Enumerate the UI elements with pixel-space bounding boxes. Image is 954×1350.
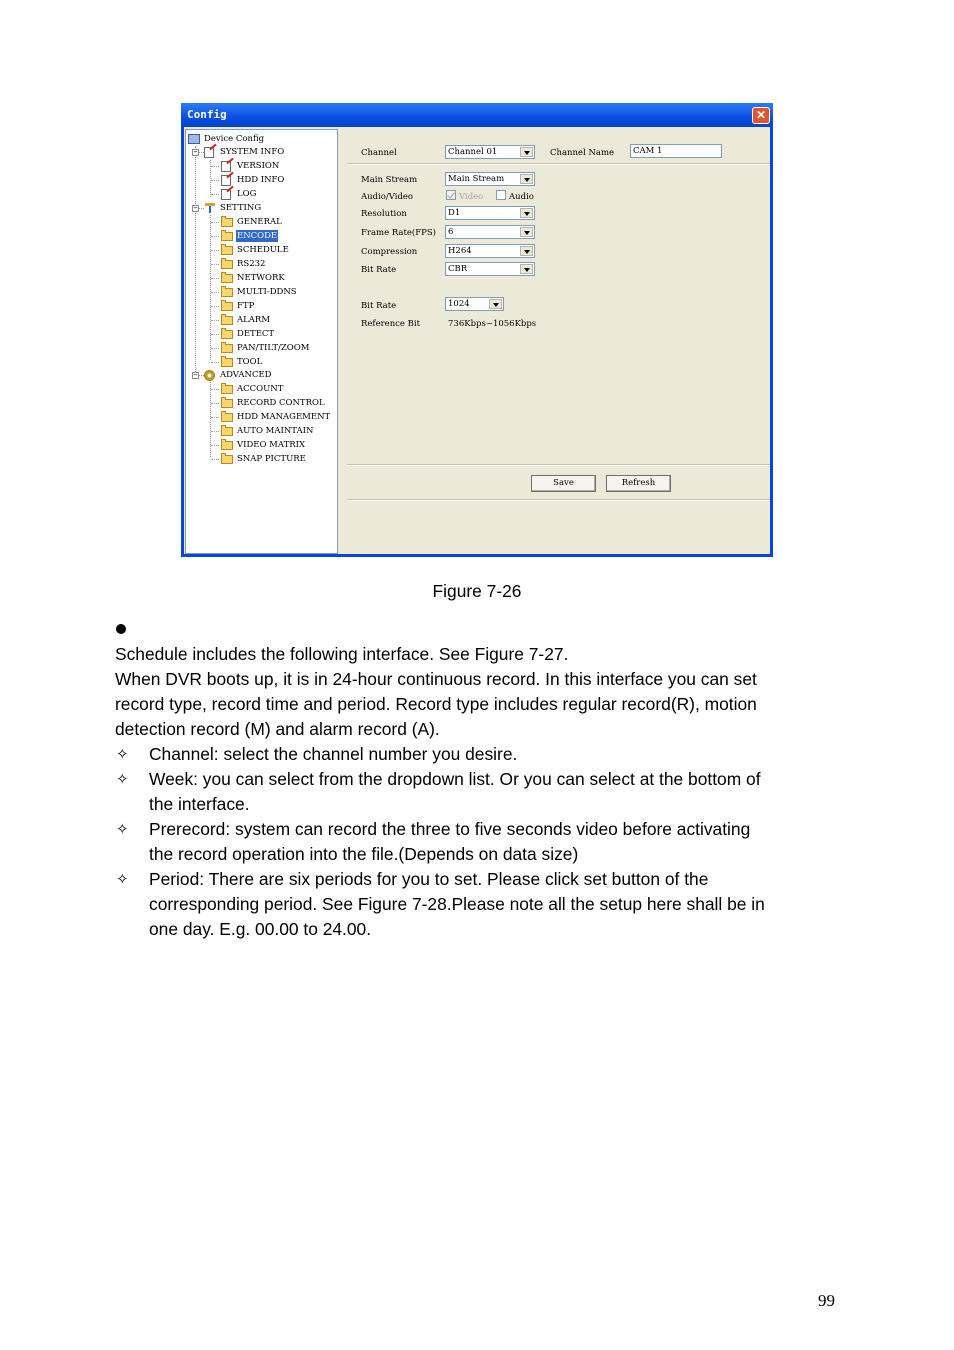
tree-branch [211, 236, 219, 237]
page-number: 99 [818, 1291, 835, 1310]
folder-icon [221, 413, 233, 422]
diamond-bullet-icon: ✧ [116, 821, 129, 838]
tree-branch [211, 403, 219, 404]
folder-icon [221, 274, 233, 283]
tree-branch [211, 431, 219, 432]
divider [347, 163, 770, 165]
notepad-icon [221, 161, 231, 172]
tree-branch [211, 334, 219, 335]
compression-select[interactable]: H264 [445, 244, 535, 258]
notepad-icon [221, 189, 231, 200]
folder-icon [221, 260, 233, 269]
folder-icon [221, 316, 233, 325]
list-item-line: the record operation into the file.(Depends on data size) [149, 844, 579, 864]
bit-rate-select[interactable]: 1024 [445, 297, 504, 311]
list-item-line: Week: you can select from the dropdown list. Or you can select at the bottom of [149, 769, 761, 789]
channel-select[interactable]: Channel 01 [445, 145, 535, 159]
tree-branch [211, 348, 219, 349]
bit-rate-type-select[interactable]: CBR [445, 262, 535, 276]
folder-icon [221, 455, 233, 464]
chevron-down-icon[interactable] [520, 174, 533, 184]
tree-branch [211, 362, 219, 363]
paragraph-line: record type, record time and period. Record type includes regular record(R), motion [115, 694, 757, 714]
chevron-down-icon[interactable] [520, 227, 533, 237]
chevron-down-icon[interactable] [520, 147, 533, 157]
title-bar[interactable] [181, 103, 773, 127]
tree-branch [211, 445, 219, 446]
device-config-tree: Device Config − SYSTEM INFO VERSION HDD INFO LOG − SETTING GENERAL ENCODE SCHEDULE RS232 NETWORK MULTI-DDNS FTP ALARM DETECT PAN/TILT/ZOOM TOOL − ADVANCED ACCOUNT RECORD CONTROL HDD MANAGEMENT AUTO MAINTAIN VIDEO MATRIX SNAP PICTURE [185, 129, 338, 554]
refresh-button[interactable]: Refresh [606, 475, 671, 492]
folder-icon [221, 427, 233, 436]
folder-icon [221, 330, 233, 339]
resolution-label: Resolution [361, 209, 407, 219]
folder-icon [221, 385, 233, 394]
divider [347, 499, 770, 501]
tree-branch [211, 166, 219, 167]
video-checkbox-label: Video [459, 192, 484, 202]
channel-label: Channel [361, 148, 397, 158]
window-title: Config [187, 108, 227, 121]
open-folder-icon [221, 232, 233, 241]
diamond-bullet-icon: ✧ [116, 771, 129, 788]
resolution-select[interactable]: D1 [445, 206, 535, 220]
encode-settings-panel [342, 127, 770, 554]
diamond-bullet-icon: ✧ [116, 871, 129, 888]
audio-checkbox-label: Audio [509, 192, 534, 202]
tree-branch [211, 250, 219, 251]
tree-branch [211, 292, 219, 293]
main-stream-label: Main Stream [361, 175, 418, 185]
list-item-line: Prerecord: system can record the three to five seconds video before activating [149, 819, 751, 839]
reference-bit-value: 736Kbps~1056Kbps [448, 319, 537, 329]
folder-icon [221, 344, 233, 353]
video-checkbox[interactable] [446, 190, 456, 200]
collapse-setting-toggle[interactable]: − [193, 204, 198, 212]
chevron-down-icon[interactable] [520, 208, 533, 218]
folder-icon [221, 358, 233, 367]
tree-branch [211, 459, 219, 460]
list-item-line: corresponding period. See Figure 7-28.Please note all the setup here shall be in [149, 894, 765, 914]
folder-icon [221, 302, 233, 311]
folder-icon [221, 288, 233, 297]
gears-icon [204, 370, 215, 381]
folder-icon [221, 246, 233, 255]
collapse-advanced-toggle[interactable]: − [193, 371, 198, 379]
tree-branch [211, 306, 219, 307]
tree-branch [211, 222, 219, 223]
setting-tool-icon [204, 202, 216, 214]
tree-line [195, 146, 196, 378]
frame-rate-select[interactable]: 6 [445, 225, 535, 239]
channel-name-input[interactable]: CAM 1 [630, 144, 722, 158]
frame-rate-label: Frame Rate(FPS) [361, 228, 437, 238]
save-button[interactable]: Save [531, 475, 596, 492]
tree-branch [211, 264, 219, 265]
paragraph-line: When DVR boots up, it is in 24-hour continuous record. In this interface you can set [115, 669, 757, 689]
chevron-down-icon[interactable] [489, 299, 502, 309]
tree-branch [211, 320, 219, 321]
config-window [181, 103, 773, 557]
tree-branch [211, 389, 219, 390]
chevron-down-icon[interactable] [520, 264, 533, 274]
collapse-system-info-toggle[interactable]: − [193, 148, 198, 156]
list-item-line: the interface. [149, 794, 250, 814]
compression-label: Compression [361, 247, 418, 257]
tree-branch [211, 278, 219, 279]
tree-branch [211, 417, 219, 418]
bit-rate-label: Bit Rate [361, 301, 397, 311]
list-item-line: Channel: select the channel number you desire. [149, 744, 518, 764]
audio-video-label: Audio/Video [361, 192, 414, 202]
reference-bit-label: Reference Bit [361, 319, 421, 329]
folder-icon [221, 399, 233, 408]
chevron-down-icon[interactable] [520, 246, 533, 256]
list-item-line: Period: There are six periods for you to set. Please click set button of the [149, 869, 709, 889]
bullet-point [114, 619, 128, 633]
computer-icon [188, 134, 200, 144]
notepad-icon [204, 147, 214, 158]
folder-icon [221, 441, 233, 450]
channel-name-label: Channel Name [550, 148, 615, 158]
paragraph-line: detection record (M) and alarm record (A). [115, 719, 440, 739]
divider [347, 464, 770, 466]
window-client [184, 127, 770, 554]
diamond-bullet-icon: ✧ [116, 746, 129, 763]
folder-icon [221, 218, 233, 227]
bit-rate-type-label: Bit Rate [361, 265, 397, 275]
main-stream-select[interactable]: Main Stream [445, 172, 535, 186]
audio-checkbox[interactable] [496, 190, 506, 200]
tree-branch [211, 180, 219, 181]
figure-caption: Figure 7-26 [432, 581, 522, 601]
close-button[interactable]: ✕ [752, 107, 770, 124]
tree-branch [211, 194, 219, 195]
paragraph-line: Schedule includes the following interface. See Figure 7-27. [115, 644, 569, 664]
notepad-icon [221, 175, 231, 186]
list-item-line: one day. E.g. 00.00 to 24.00. [149, 919, 372, 939]
